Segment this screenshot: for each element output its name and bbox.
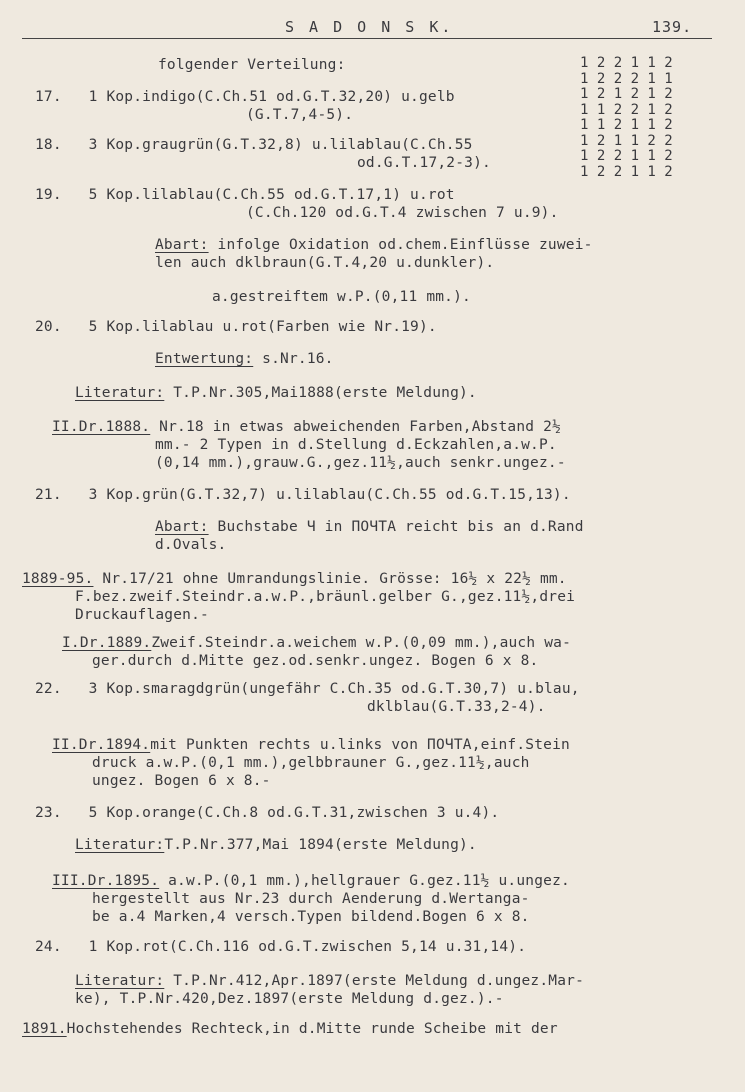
line-text: s.Nr.16. <box>253 351 334 367</box>
text-line <box>155 236 593 254</box>
header-rule <box>22 38 712 39</box>
line-text: Nr.17/21 ohne Umrandungslinie. Grösse: 16½ x 22½ mm. <box>93 571 567 587</box>
text-line <box>35 938 526 956</box>
line-text: 22. 3 Kop.smaragdgrün(ungefähr C.Ch.35 od.G.T.30,7) u.blau, <box>35 681 580 697</box>
text-line <box>52 736 570 754</box>
text-line <box>357 154 491 172</box>
text-line <box>367 698 546 716</box>
header-title: S A D O N S K. <box>285 18 454 36</box>
text-line <box>75 836 477 854</box>
text-line <box>75 384 477 402</box>
underlined-term: III.Dr.1895. <box>52 873 160 889</box>
line-text: (C.Ch.120 od.G.T.4 zwischen 7 u.9). <box>246 205 559 221</box>
underlined-term: 1891. <box>22 1021 67 1037</box>
line-text: ke), T.P.Nr.420,Dez.1897(erste Meldung d.gez.).- <box>75 991 504 1007</box>
underlined-term: Literatur: <box>75 973 165 989</box>
text-line <box>212 288 471 306</box>
line-text: dklblau(G.T.33,2-4). <box>367 699 546 715</box>
line-text: 18. 3 Kop.graugrün(G.T.32,8) u.lilablau(C.Ch.55 <box>35 137 473 153</box>
line-text: a.gestreiftem w.P.(0,11 mm.). <box>212 289 471 305</box>
line-text: Zweif.Steindr.a.weichem w.P.(0,09 mm.),auch wa- <box>151 635 572 651</box>
line-text: len auch dklbraun(G.T.4,20 u.dunkler). <box>155 255 495 271</box>
line-text: 20. 5 Kop.lilablau u.rot(Farben wie Nr.19). <box>35 319 437 335</box>
text-line <box>35 186 455 204</box>
text-line <box>35 486 571 504</box>
table-row: 1 2 2 1 1 2 <box>580 148 673 164</box>
text-line <box>246 204 559 222</box>
line-text: ger.durch d.Mitte gez.od.senkr.ungez. Bogen 6 x 8. <box>92 653 539 669</box>
text-line <box>75 606 209 624</box>
line-text: T.P.Nr.412,Apr.1897(erste Meldung d.ungez.Mar- <box>164 973 585 989</box>
text-line <box>22 570 567 588</box>
line-text: ungez. Bogen 6 x 8.- <box>92 773 271 789</box>
underlined-term: Abart: <box>155 519 209 535</box>
text-line <box>75 972 584 990</box>
underlined-term: Abart: <box>155 237 209 253</box>
line-text: Nr.18 in etwas abweichenden Farben,Abstand 2½ <box>150 419 562 435</box>
underlined-term: 1889-95. <box>22 571 94 587</box>
table-row: 1 2 1 2 1 2 <box>580 86 673 102</box>
underlined-term: Literatur: <box>75 385 165 401</box>
line-text: 19. 5 Kop.lilablau(C.Ch.55 od.G.T.17,1) u.rot <box>35 187 455 203</box>
line-text: be a.4 Marken,4 versch.Typen bildend.Bogen 6 x 8. <box>92 909 530 925</box>
table-row: 1 1 2 2 1 2 <box>580 101 673 118</box>
line-text: T.P.Nr.377,Mai 1894(erste Meldung). <box>164 837 477 853</box>
line-text: Buchstabe Ч in ПОЧТА reicht bis an d.Rand <box>208 519 584 535</box>
text-line <box>52 418 561 436</box>
text-line <box>35 136 473 154</box>
line-text: (0,14 mm.),grauw.G.,gez.11½,auch senkr.ungez.- <box>155 455 566 471</box>
line-text: 21. 3 Kop.grün(G.T.32,7) u.lilablau(C.Ch.55 od.G.T.15,13). <box>35 487 571 503</box>
line-text: mit Punkten rechts u.links von ПОЧТА,einf.Stein <box>150 737 570 753</box>
text-line <box>35 804 499 822</box>
text-line <box>35 318 437 336</box>
line-text: a.w.P.(0,1 mm.),hellgrauer G.gez.11½ u.ungez. <box>159 873 570 889</box>
table-row: 1 2 2 2 1 1 <box>580 70 673 87</box>
underlined-term: Literatur: <box>75 837 165 853</box>
line-text: 24. 1 Kop.rot(C.Ch.116 od.G.T.zwischen 5,14 u.31,14). <box>35 939 527 955</box>
line-text: (G.T.7,4-5). <box>246 107 354 123</box>
underlined-term: II.Dr.1888. <box>52 419 151 435</box>
table-row: 1 2 1 1 2 2 <box>580 132 673 149</box>
line-text: infolge Oxidation od.chem.Einflüsse zuwei- <box>208 237 593 253</box>
text-line <box>75 990 504 1008</box>
text-line <box>75 588 575 606</box>
line-text: 17. 1 Kop.indigo(C.Ch.51 od.G.T.32,20) u.gelb <box>35 89 455 105</box>
table-row: 1 2 2 1 1 2 <box>580 55 673 71</box>
line-text: folgender Verteilung: <box>158 57 346 73</box>
text-line <box>155 454 566 472</box>
distribution-table <box>580 56 673 180</box>
line-text: F.bez.zweif.Steindr.a.w.P.,bräunl.gelber G.,gez.11½,drei <box>75 589 576 605</box>
line-text: d.Ovals. <box>155 537 227 553</box>
text-line <box>155 350 334 368</box>
line-text: od.G.T.17,2-3). <box>357 155 491 171</box>
text-line <box>92 908 530 926</box>
line-text: druck a.w.P.(0,1 mm.),gelbbrauner G.,gez.11½,auch <box>92 755 530 771</box>
line-text: hergestellt aus Nr.23 durch Aenderung d.Wertanga- <box>92 891 530 907</box>
text-line <box>155 536 226 554</box>
table-row: 1 1 2 1 1 2 <box>580 117 673 133</box>
text-line <box>92 890 530 908</box>
text-line <box>155 436 557 454</box>
table-row: 1 2 2 1 1 2 <box>580 163 673 180</box>
text-line <box>158 56 346 74</box>
line-text: T.P.Nr.305,Mai1888(erste Meldung). <box>164 385 477 401</box>
line-text: Hochstehendes Rechteck,in d.Mitte runde Scheibe mit der <box>66 1021 558 1037</box>
line-text: Druckauflagen.- <box>75 607 209 623</box>
text-line <box>92 754 530 772</box>
text-line <box>52 872 570 890</box>
page-number: 139. <box>652 18 693 36</box>
text-line <box>155 518 584 536</box>
text-line <box>22 1020 558 1038</box>
text-line <box>92 772 271 790</box>
text-line <box>92 652 539 670</box>
underlined-term: I.Dr.1889. <box>62 635 152 651</box>
underlined-term: Entwertung: <box>155 351 254 367</box>
text-line <box>246 106 353 124</box>
text-line <box>62 634 571 652</box>
text-line <box>35 88 455 106</box>
line-text: 23. 5 Kop.orange(C.Ch.8 od.G.T.31,zwischen 3 u.4). <box>35 805 500 821</box>
line-text: mm.- 2 Typen in d.Stellung d.Eckzahlen,a.w.P. <box>155 437 557 453</box>
underlined-term: II.Dr.1894. <box>52 737 151 753</box>
text-line <box>35 680 580 698</box>
text-line <box>155 254 494 272</box>
